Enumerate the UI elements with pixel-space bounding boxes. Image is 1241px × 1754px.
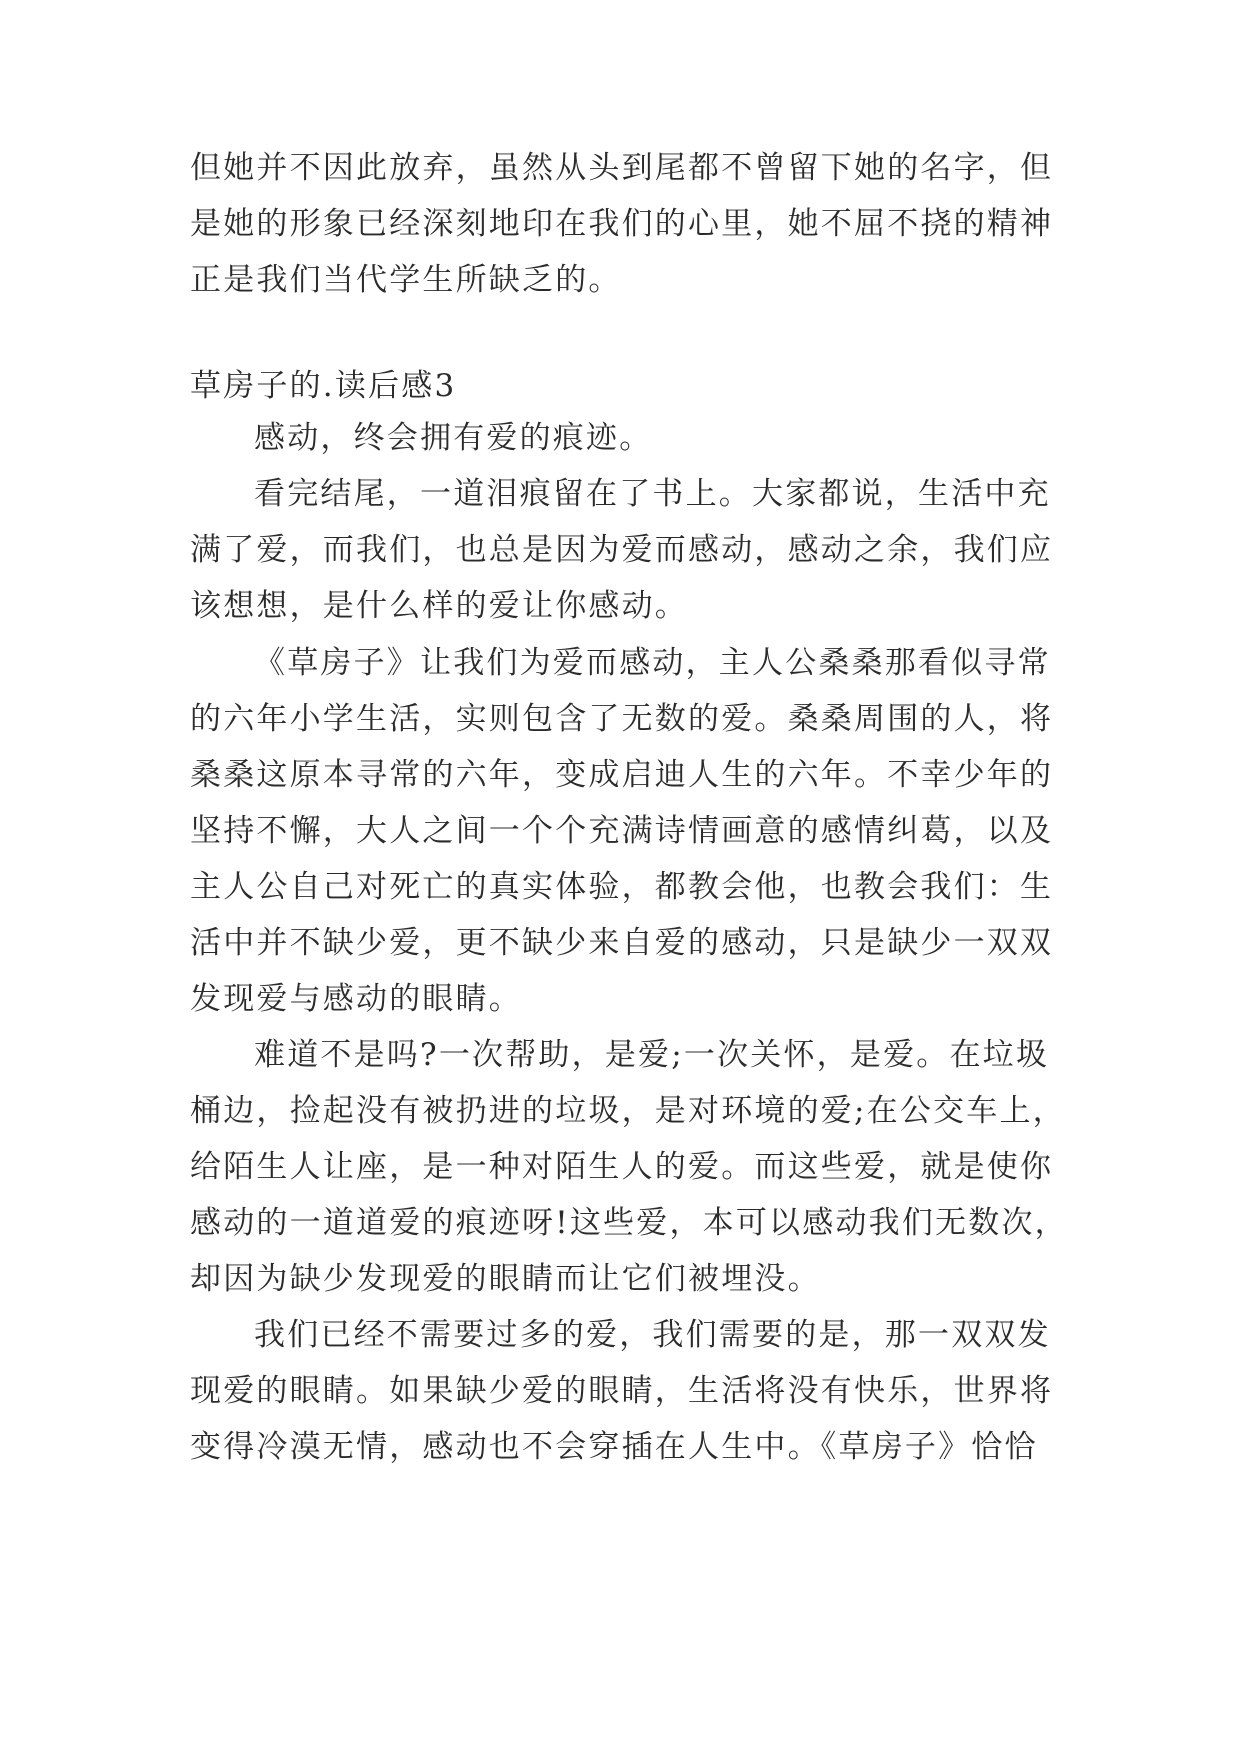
paragraph-line: 发现爱与感动的眼睛。 — [190, 981, 522, 1017]
paragraph-line: 正是我们当代学生所缺乏的。 — [190, 262, 622, 298]
paragraph-line: 满了爱，而我们，也总是因为爱而感动，感动之余，我们应 — [190, 532, 1054, 568]
paragraph-line: 坚持不懈，大人之间一个个充满诗情画意的感情纠葛，以及 — [190, 813, 1054, 849]
paragraph-line: 的六年小学生活，实则包含了无数的爱。桑桑周围的人，将 — [190, 701, 1054, 737]
paragraph-line: 变得冷漠无情，感动也不会穿插在人生中。《草房子》恰恰 — [190, 1429, 1038, 1465]
paragraph-line: 但她并不因此放弃，虽然从头到尾都不曾留下她的名字，但 — [190, 150, 1054, 186]
paragraph-line: 桑桑这原本寻常的六年，变成启迪人生的六年。不幸少年的 — [190, 757, 1054, 793]
paragraph-line: 现爱的眼睛。如果缺少爱的眼睛，生活将没有快乐，世界将 — [190, 1373, 1054, 1409]
paragraph-line: 桶边，捡起没有被扔进的垃圾，是对环境的爱;在公交车上， — [190, 1093, 1066, 1129]
paragraph-line: 给陌生人让座，是一种对陌生人的爱。而这些爱，就是使你 — [190, 1149, 1054, 1185]
paragraph-line: 难道不是吗?一次帮助，是爱;一次关怀，是爱。在垃圾 — [254, 1037, 1050, 1073]
paragraph-line: 是她的形象已经深刻地印在我们的心里，她不屈不挠的精神 — [190, 206, 1054, 242]
paragraph-line: 主人公自己对死亡的真实体验，都教会他，也教会我们：生 — [190, 869, 1054, 905]
paragraph-line: 该想想，是什么样的爱让你感动。 — [190, 588, 688, 624]
paragraph-line: 感动，终会拥有爱的痕迹。 — [254, 420, 653, 456]
paragraph-line: 我们已经不需要过多的爱，我们需要的是，那一双双发 — [254, 1317, 1051, 1353]
paragraph-line: 《草房子》让我们为爱而感动，主人公桑桑那看似寻常 — [254, 645, 1051, 681]
section-heading: 草房子的.读后感3 — [190, 368, 457, 404]
paragraph-line: 感动的一道道爱的痕迹呀!这些爱，本可以感动我们无数次， — [190, 1205, 1068, 1241]
paragraph-line: 活中并不缺少爱，更不缺少来自爱的感动，只是缺少一双双 — [190, 925, 1054, 961]
paragraph-line: 却因为缺少发现爱的眼睛而让它们被埋没。 — [190, 1261, 821, 1297]
paragraph-line: 看完结尾，一道泪痕留在了书上。大家都说，生活中充 — [254, 476, 1051, 512]
